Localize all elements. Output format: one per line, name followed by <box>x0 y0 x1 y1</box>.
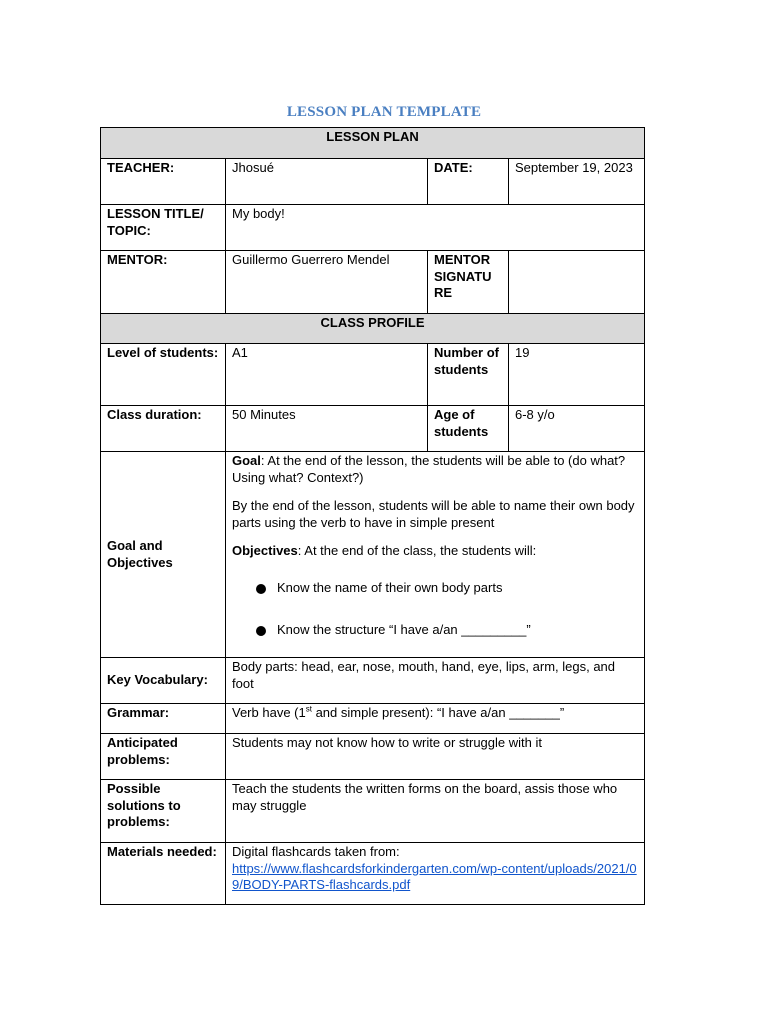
section-header-class-profile: CLASS PROFILE <box>101 314 645 344</box>
table-row <box>101 406 645 452</box>
teacher-value: Jhosué <box>226 159 428 205</box>
objective-text: Know the structure “I have a/an _________” <box>277 622 531 637</box>
grammar-text: and simple present): “I have a/an _______” <box>311 705 565 720</box>
grammar-superscript: st <box>305 704 312 714</box>
anticipated-value: Students may not know how to write or struggle with it <box>226 734 645 780</box>
goal-paragraph: By the end of the lesson, students will be able to name their own body parts using the verb to have in simple present <box>232 498 635 530</box>
lesson-title-label: LESSON TITLE/ TOPIC: <box>101 205 226 251</box>
age-value: 6-8 y/o <box>509 406 645 452</box>
table-row <box>101 780 645 843</box>
list-item <box>232 580 638 597</box>
table-row <box>101 704 645 734</box>
level-label: Level of students: <box>101 344 226 406</box>
list-item <box>232 622 638 639</box>
materials-cell <box>226 843 645 905</box>
goals-cell <box>226 452 645 658</box>
table-row <box>101 843 645 905</box>
grammar-value <box>226 704 645 734</box>
mentor-label: MENTOR: <box>101 251 226 314</box>
grammar-label: Grammar: <box>101 704 226 734</box>
objectives-list <box>232 580 638 639</box>
vocabulary-label: Key Vocabulary: <box>101 658 226 704</box>
objectives-text: : At the end of the class, the students will: <box>297 543 537 558</box>
table-row <box>101 452 645 658</box>
table-row <box>101 128 645 159</box>
document-title: LESSON PLAN TEMPLATE <box>286 104 482 120</box>
table-row <box>101 344 645 406</box>
lesson-title-value: My body! <box>226 205 645 251</box>
vocabulary-value: Body parts: head, ear, nose, mouth, hand, eye, lips, arm, legs, and foot <box>226 658 645 704</box>
duration-label: Class duration: <box>101 406 226 452</box>
bullet-icon <box>256 626 266 636</box>
solutions-label: Possible solutions to problems: <box>101 780 226 843</box>
objective-text: Know the name of their own body parts <box>277 579 503 595</box>
section-header-lesson-plan: LESSON PLAN <box>101 128 645 159</box>
table-row <box>101 658 645 704</box>
table-row <box>101 314 645 344</box>
date-label: DATE: <box>428 159 509 205</box>
number-students-label: Number of students <box>428 344 509 406</box>
mentor-value: Guillermo Guerrero Mendel <box>226 251 428 314</box>
anticipated-label: Anticipated problems: <box>101 734 226 780</box>
objectives-label: Objectives <box>232 543 298 558</box>
materials-label: Materials needed: <box>101 843 226 905</box>
flashcards-link[interactable]: https://www.flashcardsforkindergarten.com/wp-content/uploads/2021/09/BODY-PARTS-flashcards.pdf <box>232 860 637 892</box>
level-value: A1 <box>226 344 428 406</box>
mentor-signature-value <box>509 251 645 314</box>
date-value: September 19, 2023 <box>509 159 645 205</box>
table-row <box>101 205 645 251</box>
teacher-label: TEACHER: <box>101 159 226 205</box>
lesson-plan-table <box>100 127 645 905</box>
table-row <box>101 734 645 780</box>
table-row <box>101 251 645 314</box>
mentor-signature-label: MENTOR SIGNATU RE <box>428 251 509 314</box>
goals-label: Goal and Objectives <box>101 452 226 658</box>
table-row <box>101 159 645 205</box>
bullet-icon <box>256 584 266 594</box>
solutions-value: Teach the students the written forms on the board, assis those who may struggle <box>226 780 645 843</box>
number-students-value: 19 <box>509 344 645 406</box>
age-label: Age of students <box>428 406 509 452</box>
goal-label: Goal <box>232 453 261 468</box>
materials-value: Digital flashcards taken from: <box>232 844 400 859</box>
goal-text: : At the end of the lesson, the students will be able to (do what? Using what? Context?) <box>232 453 626 485</box>
duration-value: 50 Minutes <box>226 406 428 452</box>
grammar-text: Verb have (1 <box>232 705 306 720</box>
